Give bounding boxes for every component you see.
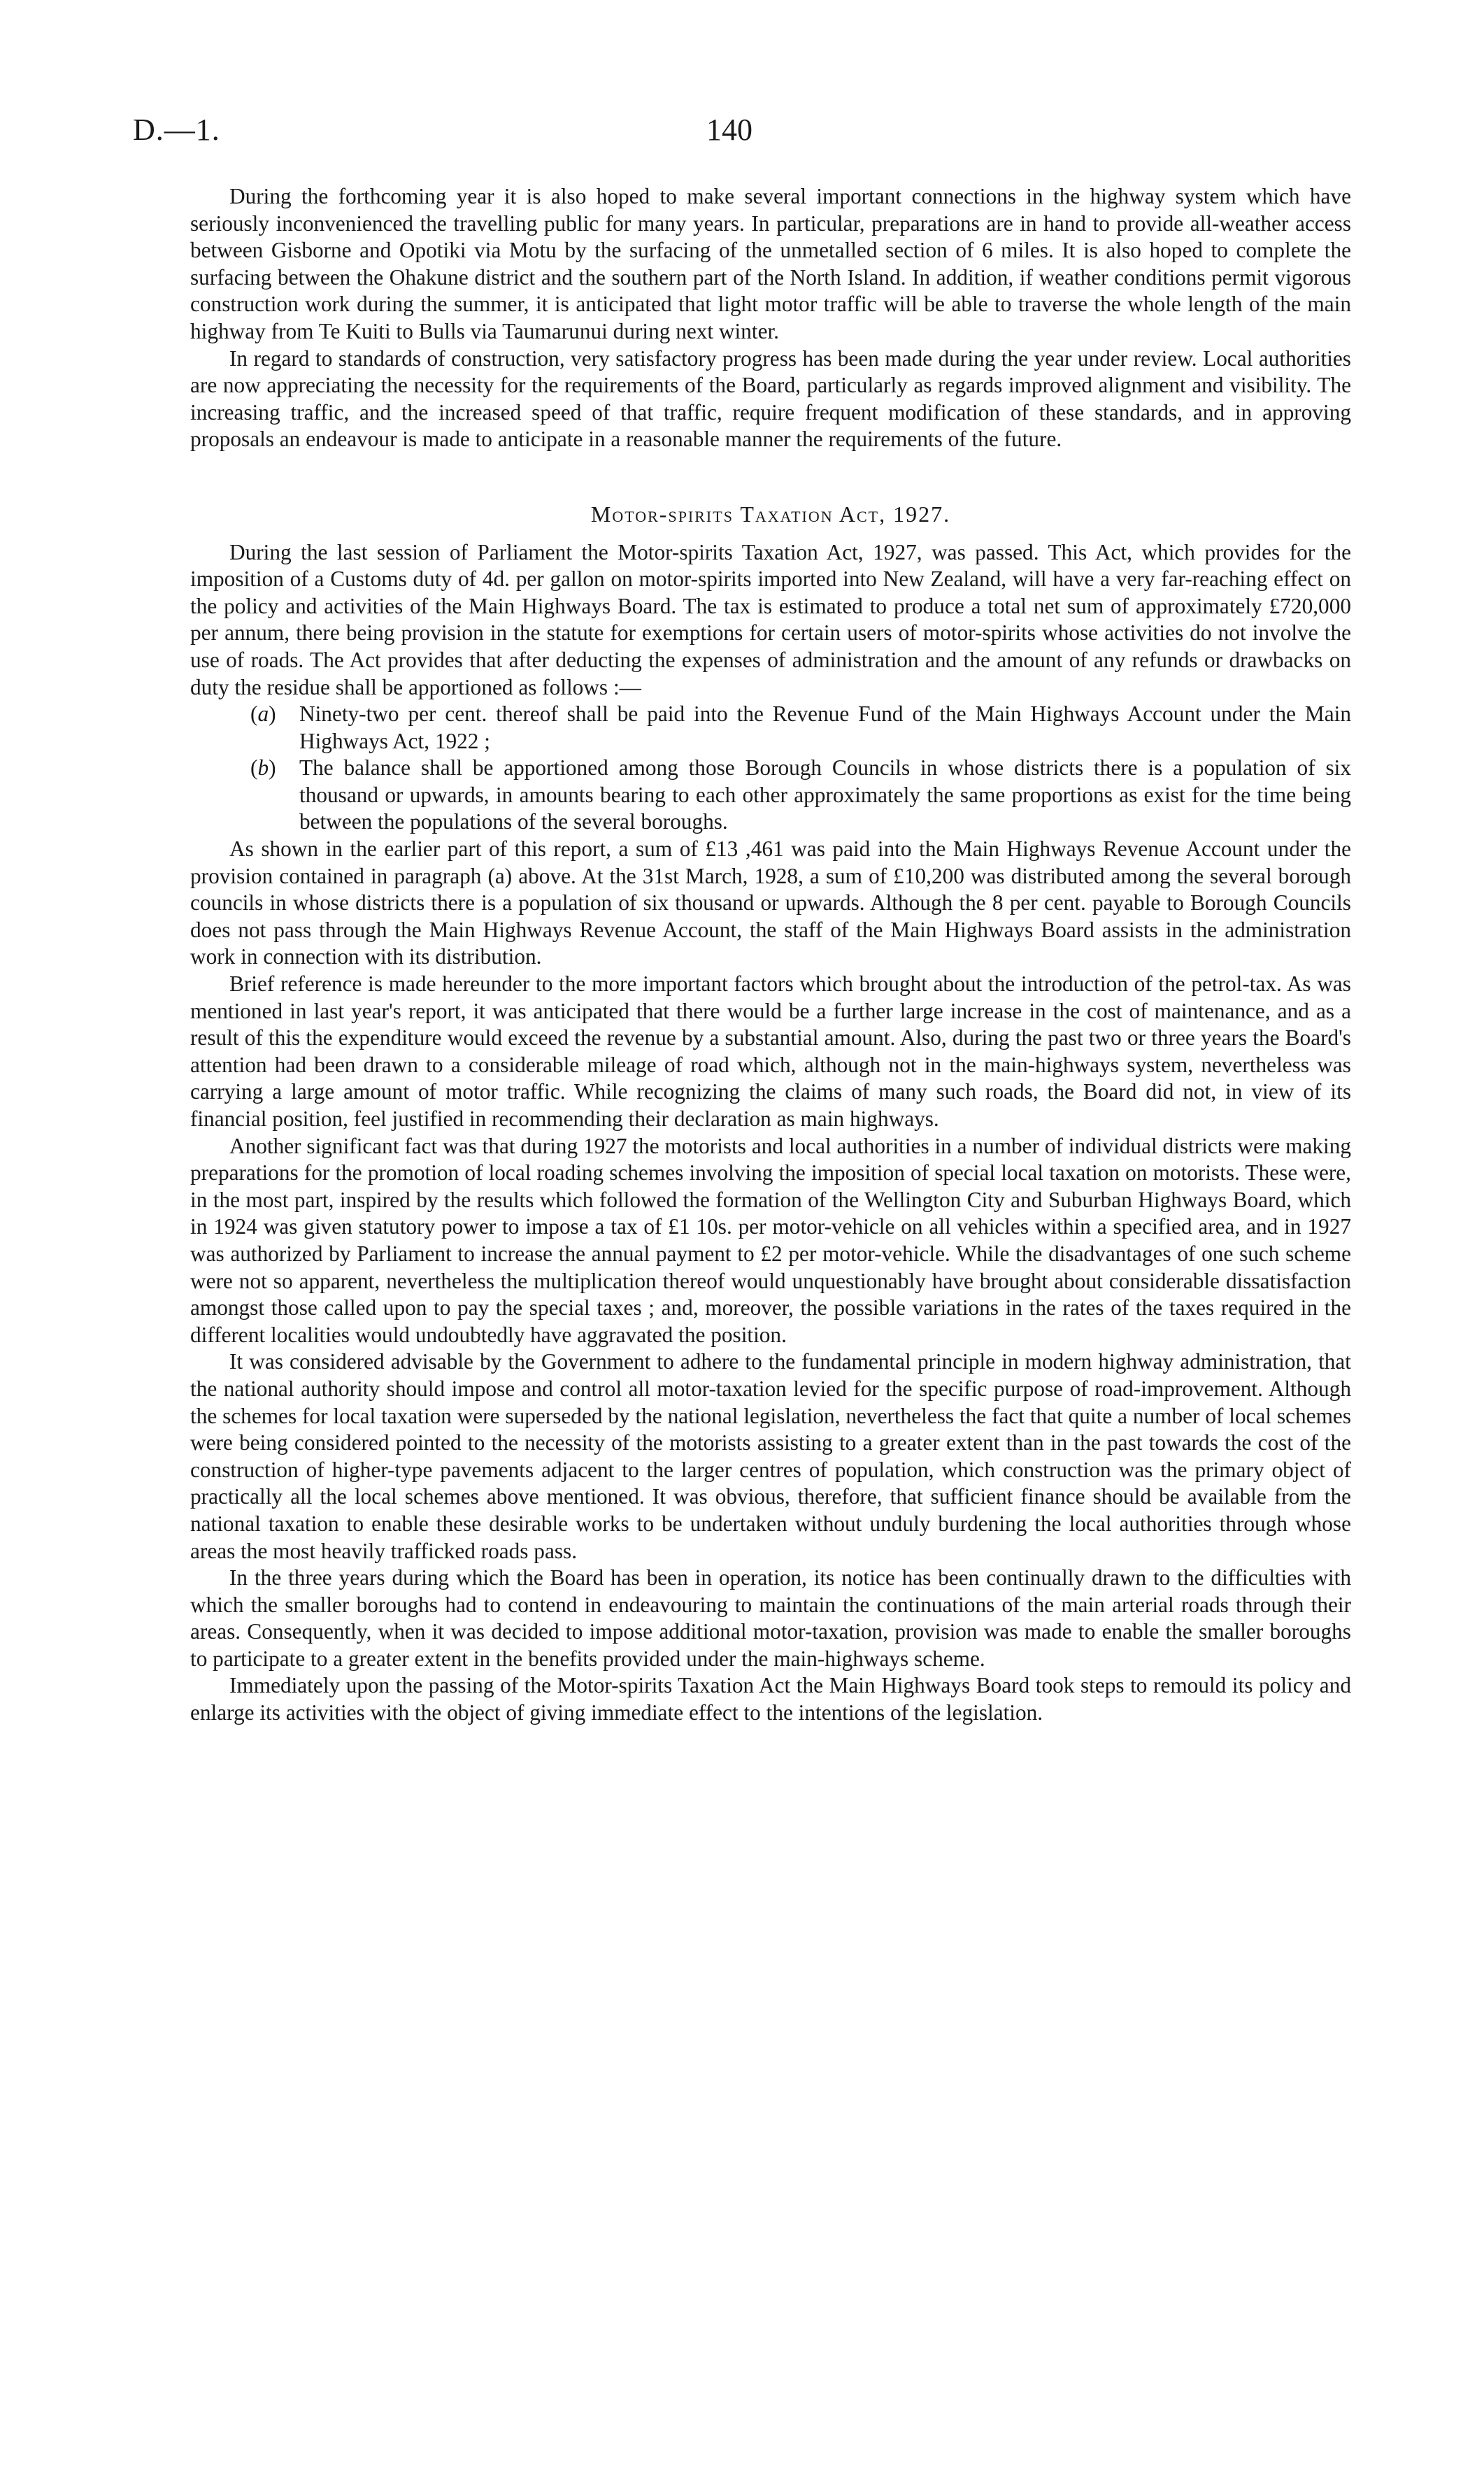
list-item [250,701,1351,755]
paragraph: During the forthcoming year it is also hoped to make several important connections in the highway system which have seriously inconvenienced the travelling public for many years. In particular, preparations are in hand to provide all-weather access between Gisborne and Opotiki via Motu by the surfacing of the unmetalled section of 6 miles. It is also hoped to complete the surfacing between the Ohakune district and the southern part of the North Island. In addition, if weather conditions permit vigorous construction work during the summer, it is anticipated that light motor traffic will be able to traverse the whole length of the main highway from Te Kuiti to Bulls via Taumarunui during next winter. [190,184,1351,343]
section-heading: Motor-spirits Taxation Act, 1927. [590,501,951,527]
paragraph: As shown in the earlier part of this report, a sum of £13 ,461 was paid into the Main Highways Revenue Account under the provision contained in paragraph (a) above. At the 31st March, 1928, a sum of £10,200 was distributed among the several borough councils in whose districts there is a population of six thousand or upwards. Although the 8 per cent. payable to Borough Councils does not pass through the Main Highways Revenue Account, the staff of the Main Highways Board assists in the administration work in connection with its distribution. [190,836,1351,969]
document-body [190,183,1351,1727]
list-item-text: Ninety-two per cent. thereof shall be paid into the Revenue Fund of the Main Highways Account under the Main Highways Act, 1922 ; [299,702,1351,753]
paragraph: Another significant fact was that during 1927 the motorists and local authorities in a number of individual districts were making preparations for the promotion of local roading schemes involving the imposition of special local taxation on motorists. These were, in the most part, inspired by the results which followed the formation of the Wellington City and Suburban Highways Board, which in 1924 was given statutory power to impose a tax of £1 10s. per motor-vehicle on all vehicles within a specified area, and in 1927 was authorized by Parliament to increase the annual payment to £2 per motor-vehicle. While the disadvantages of one such scheme were not so apparent, nevertheless the multiplication thereof would unquestionably have brought about considerable dissatisfaction amongst those called upon to pay the special taxes ; and, moreover, the possible variations in the rates of the taxes required in the different localities would undoubtedly have aggravated the position. [190,1133,1351,1347]
paragraph: In regard to standards of construction, very satisfactory progress has been made during the year under review. Local authorities are now appreciating the necessity for the requirements of the Board, particularly as regards improved alignment and visibility. The increasing traffic, and the increased speed of that traffic, require frequent modification of these standards, and in approving proposals an endeavour is made to anticipate in a reasonable manner the requirements of the future. [190,346,1351,452]
paragraph: Immediately upon the passing of the Motor-spirits Taxation Act the Main Highways Board took steps to remould its policy and enlarge its activities with the object of giving immediate effect to the intentions of the legislation. [190,1673,1351,1725]
paragraph: Brief reference is made hereunder to the more important factors which brought about the introduction of the petrol-tax. As was mentioned in last year's report, it was anticipated that there would be a further large increase in the cost of maintenance, and as a result of this the expenditure would exceed the revenue by a substantial amount. Also, during the past two or three years the Board's attention had been drawn to a considerable mileage of road which, although not in the main-highways system, nevertheless was carrying a large amount of motor traffic. While recognizing the claims of many such roads, the Board did not, in view of its financial position, feel justified in recommending their declaration as main highways. [190,971,1351,1131]
paragraph: In the three years during which the Board has been in operation, its notice has been continually drawn to the difficulties with which the smaller boroughs had to contend in endeavouring to maintain the continuations of the main arterial roads through their areas. Consequently, when it was decided to impose additional motor-taxation, provision was made to enable the smaller boroughs to participate to a greater extent in the benefits provided under the main-highways scheme. [190,1565,1351,1671]
document-code: D.—1. [133,113,220,147]
list-marker: (b) [250,755,276,781]
list-marker: (a) [250,702,276,727]
list-item-text: The balance shall be apportioned among those Borough Councils in whose districts there is a population of six thousand or upwards, in amounts bearing to each other approximately the same proportions as exist for the time being between the populations of the several boroughs. [299,755,1351,834]
paragraph: It was considered advisable by the Government to adhere to the fundamental principle in modern highway administration, that the national authority should impose and control all motor-taxation levied for the specific purpose of road-improvement. Although the schemes for local taxation were superseded by the national legislation, nevertheless the fact that quite a number of local schemes were being considered pointed to the necessity of the motorists assisting to a greater extent than in the past towards the cost of the construction of higher-type pavements adjacent to the larger centres of population, which construction was the primary object of practically all the local schemes above mentioned. It was obvious, therefore, that sufficient finance should be available from the national taxation to enable these desirable works to be undertaken without unduly burdening the local authorities through whose areas the most heavily trafficked roads pass. [190,1349,1351,1563]
list-item [250,755,1351,836]
paragraph: During the last session of Parliament the Motor-spirits Taxation Act, 1927, was passed. This Act, which provides for the imposition of a Customs duty of 4d. per gallon on motor-spirits imported into New Zealand, will have a very far-reaching effect on the policy and activities of the Main Highways Board. The tax is estimated to produce a total net sum of approximately £720,000 per annum, there being provision in the statute for exemptions for certain users of motor-spirits whose activities do not involve the use of roads. The Act provides that after deducting the expenses of administration and the amount of any refunds or drawbacks on duty the residue shall be apportioned as follows :— [190,539,1351,699]
page-number: 140 [706,113,752,147]
